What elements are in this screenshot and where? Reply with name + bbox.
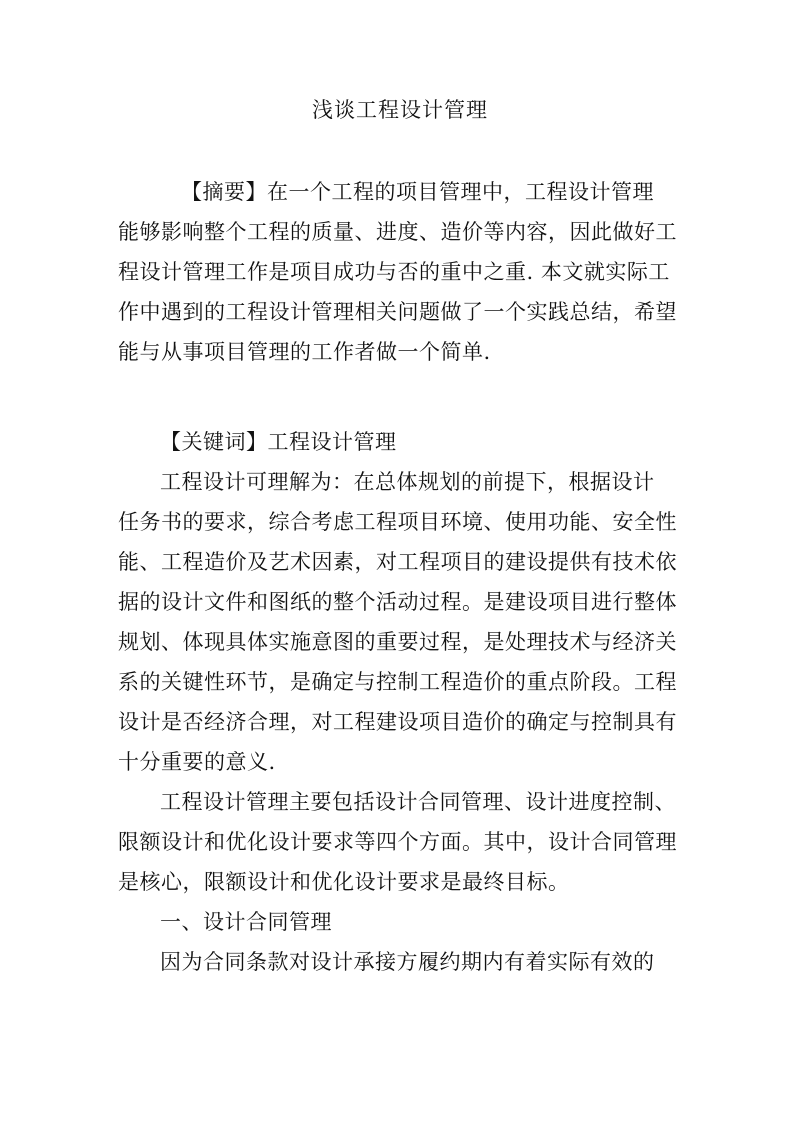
paragraph-line: 任务书的要求，综合考虑工程项目环境、使用功能、安全性 [118,510,677,534]
abstract-line: 能够影响整个工程的质量、进度、造价等内容，因此做好工 [118,220,677,244]
keywords-line [118,422,688,462]
paragraph-line: 十分重要的意义. [118,750,276,774]
abstract-line: 能与从事项目管理的工作者做一个简单. [118,340,491,364]
paragraph-line: 是核心，限额设计和优化设计要求是最终目标。 [118,870,570,894]
abstract-line: 【摘要】在一个工程的项目管理中，工程设计管理 [181,180,654,204]
paragraph-line: 因为合同条款对设计承接方履约期内有着实际有效的 [160,950,655,974]
paragraph-line: 规划、体现具体实施意图的重要过程，是处理技术与经济关 [118,630,677,654]
section-heading: 一、设计合同管理 [160,910,332,934]
paragraph-line: 工程设计管理主要包括设计合同管理、设计进度控制、 [160,790,676,814]
abstract-line: 作中遇到的工程设计管理相关问题做了一个实践总结，希望 [118,300,677,324]
document-title: 浅谈工程设计管理 [312,98,488,122]
paragraph-line: 系的关键性环节，是确定与控制工程造价的重点阶段。工程 [118,670,677,694]
paragraph-line: 工程设计可理解为：在总体规划的前提下，根据设计 [160,470,655,494]
abstract-paragraph [118,172,688,372]
paragraph-line: 能、工程造价及艺术因素，对工程项目的建设提供有技术依 [118,550,677,574]
abstract-line: 程设计管理工作是项目成功与否的重中之重. 本文就实际工 [118,260,670,284]
paragraph-line: 据的设计文件和图纸的整个活动过程。是建设项目进行整体 [118,590,677,614]
paragraph-line: 限额设计和优化设计要求等四个方面。其中，设计合同管理 [118,830,677,854]
body-content [118,462,688,982]
paragraph-line: 设计是否经济合理，对工程建设项目造价的确定与控制具有 [118,710,677,734]
keywords-text: 【关键词】工程设计管理 [160,430,397,454]
